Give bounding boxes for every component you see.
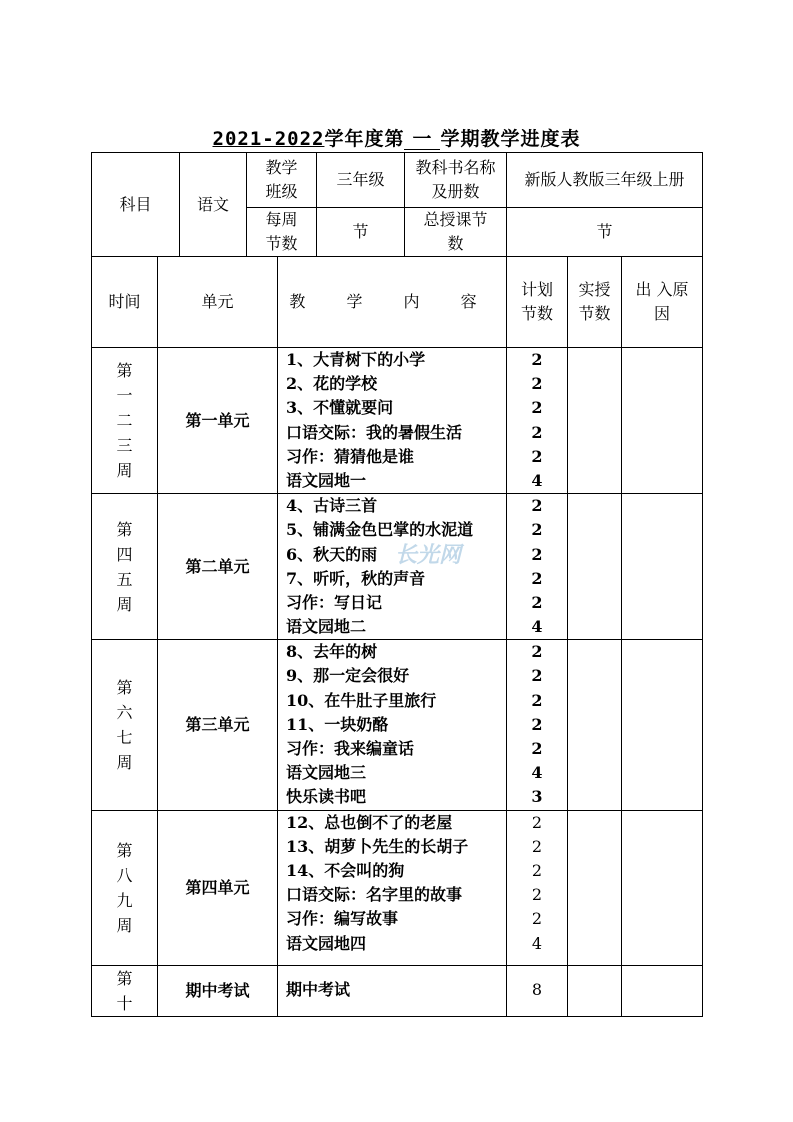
unit-cell: 期中考试 — [158, 965, 278, 1016]
lessons-cell: 8、去年的树 9、那一定会很好 10、在牛肚子里旅行 11、一块奶酪 习作：我来编童话 语文园地三 快乐读书吧 — [278, 640, 507, 810]
unit-cell: 第三单元 — [158, 640, 278, 810]
hours-cell: 2 2 2 2 2 4 — [507, 348, 568, 494]
col-diff: 出 入原 因 — [622, 257, 703, 348]
unit-cell: 第二单元 — [158, 494, 278, 640]
diff-cell — [622, 640, 703, 810]
col-actual: 实授节数 — [568, 257, 622, 348]
column-header-row — [92, 257, 703, 348]
unit-cell: 第一单元 — [158, 348, 278, 494]
hours-cell: 8 — [507, 965, 568, 1016]
schedule-table — [91, 256, 703, 1017]
page-title — [0, 124, 793, 151]
actual-cell — [568, 494, 622, 640]
weekly-value: 节 — [317, 208, 405, 257]
title-part2: 学期教学进度表 — [440, 128, 581, 150]
lessons-cell: 期中考试 — [278, 965, 507, 1016]
diff-cell — [622, 494, 703, 640]
table-row — [92, 640, 703, 810]
week-cell: 第 一 二 三 周 — [92, 348, 158, 494]
col-time: 时间 — [92, 257, 158, 348]
header-table — [91, 152, 703, 257]
actual-cell — [568, 965, 622, 1016]
hours-cell: 2 2 2 2 2 4 3 — [507, 640, 568, 810]
subject-label: 科目 — [92, 153, 180, 257]
col-content: 教 学 内 容 — [278, 257, 507, 348]
diff-cell — [622, 810, 703, 965]
table-row — [92, 810, 703, 965]
diff-cell — [622, 965, 703, 1016]
title-part1: 学年度第 — [324, 128, 405, 150]
watermark-logo: 长光网 — [395, 543, 462, 568]
actual-cell — [568, 810, 622, 965]
lessons-cell: 4、古诗三首 5、铺满金色巴掌的水泥道 6、秋天的雨 7、听听，秋的声音 习作：写日记 语文园地二 — [278, 494, 507, 640]
lessons-cell: 12、总也倒不了的老屋 13、胡萝卜先生的长胡子 14、不会叫的狗 口语交际：名字里的故事 习作：编写故事 语文园地四 — [278, 810, 507, 965]
table-row — [92, 965, 703, 1016]
subject-value: 语文 — [180, 153, 247, 257]
col-planned: 计划节数 — [507, 257, 568, 348]
term: 一 — [404, 129, 440, 150]
col-unit: 单元 — [158, 257, 278, 348]
hours-cell: 2 2 2 2 2 4 — [507, 494, 568, 640]
unit-cell: 第四单元 — [158, 810, 278, 965]
total-label: 总授课节数 — [405, 208, 507, 257]
week-cell: 第 四 五 周 — [92, 494, 158, 640]
table-row — [92, 348, 703, 494]
book-value: 新版人教版三年级上册 — [507, 153, 703, 208]
weekly-label: 每周节数 — [247, 208, 317, 257]
diff-cell — [622, 348, 703, 494]
actual-cell — [568, 640, 622, 810]
week-cell: 第 十 — [92, 965, 158, 1016]
book-label: 教科书名称及册数 — [405, 153, 507, 208]
actual-cell — [568, 348, 622, 494]
school-year: 2021-2022 — [212, 128, 325, 150]
total-value: 节 — [507, 208, 703, 257]
class-value: 三年级 — [317, 153, 405, 208]
class-label: 教学班级 — [247, 153, 317, 208]
lessons-cell: 1、大青树下的小学 2、花的学校 3、不懂就要问 口语交际：我的暑假生活 习作：猜猜他是谁 语文园地一 — [278, 348, 507, 494]
week-cell: 第 六 七 周 — [92, 640, 158, 810]
hours-cell: 2 2 2 2 2 4 — [507, 810, 568, 965]
week-cell: 第 八 九 周 — [92, 810, 158, 965]
